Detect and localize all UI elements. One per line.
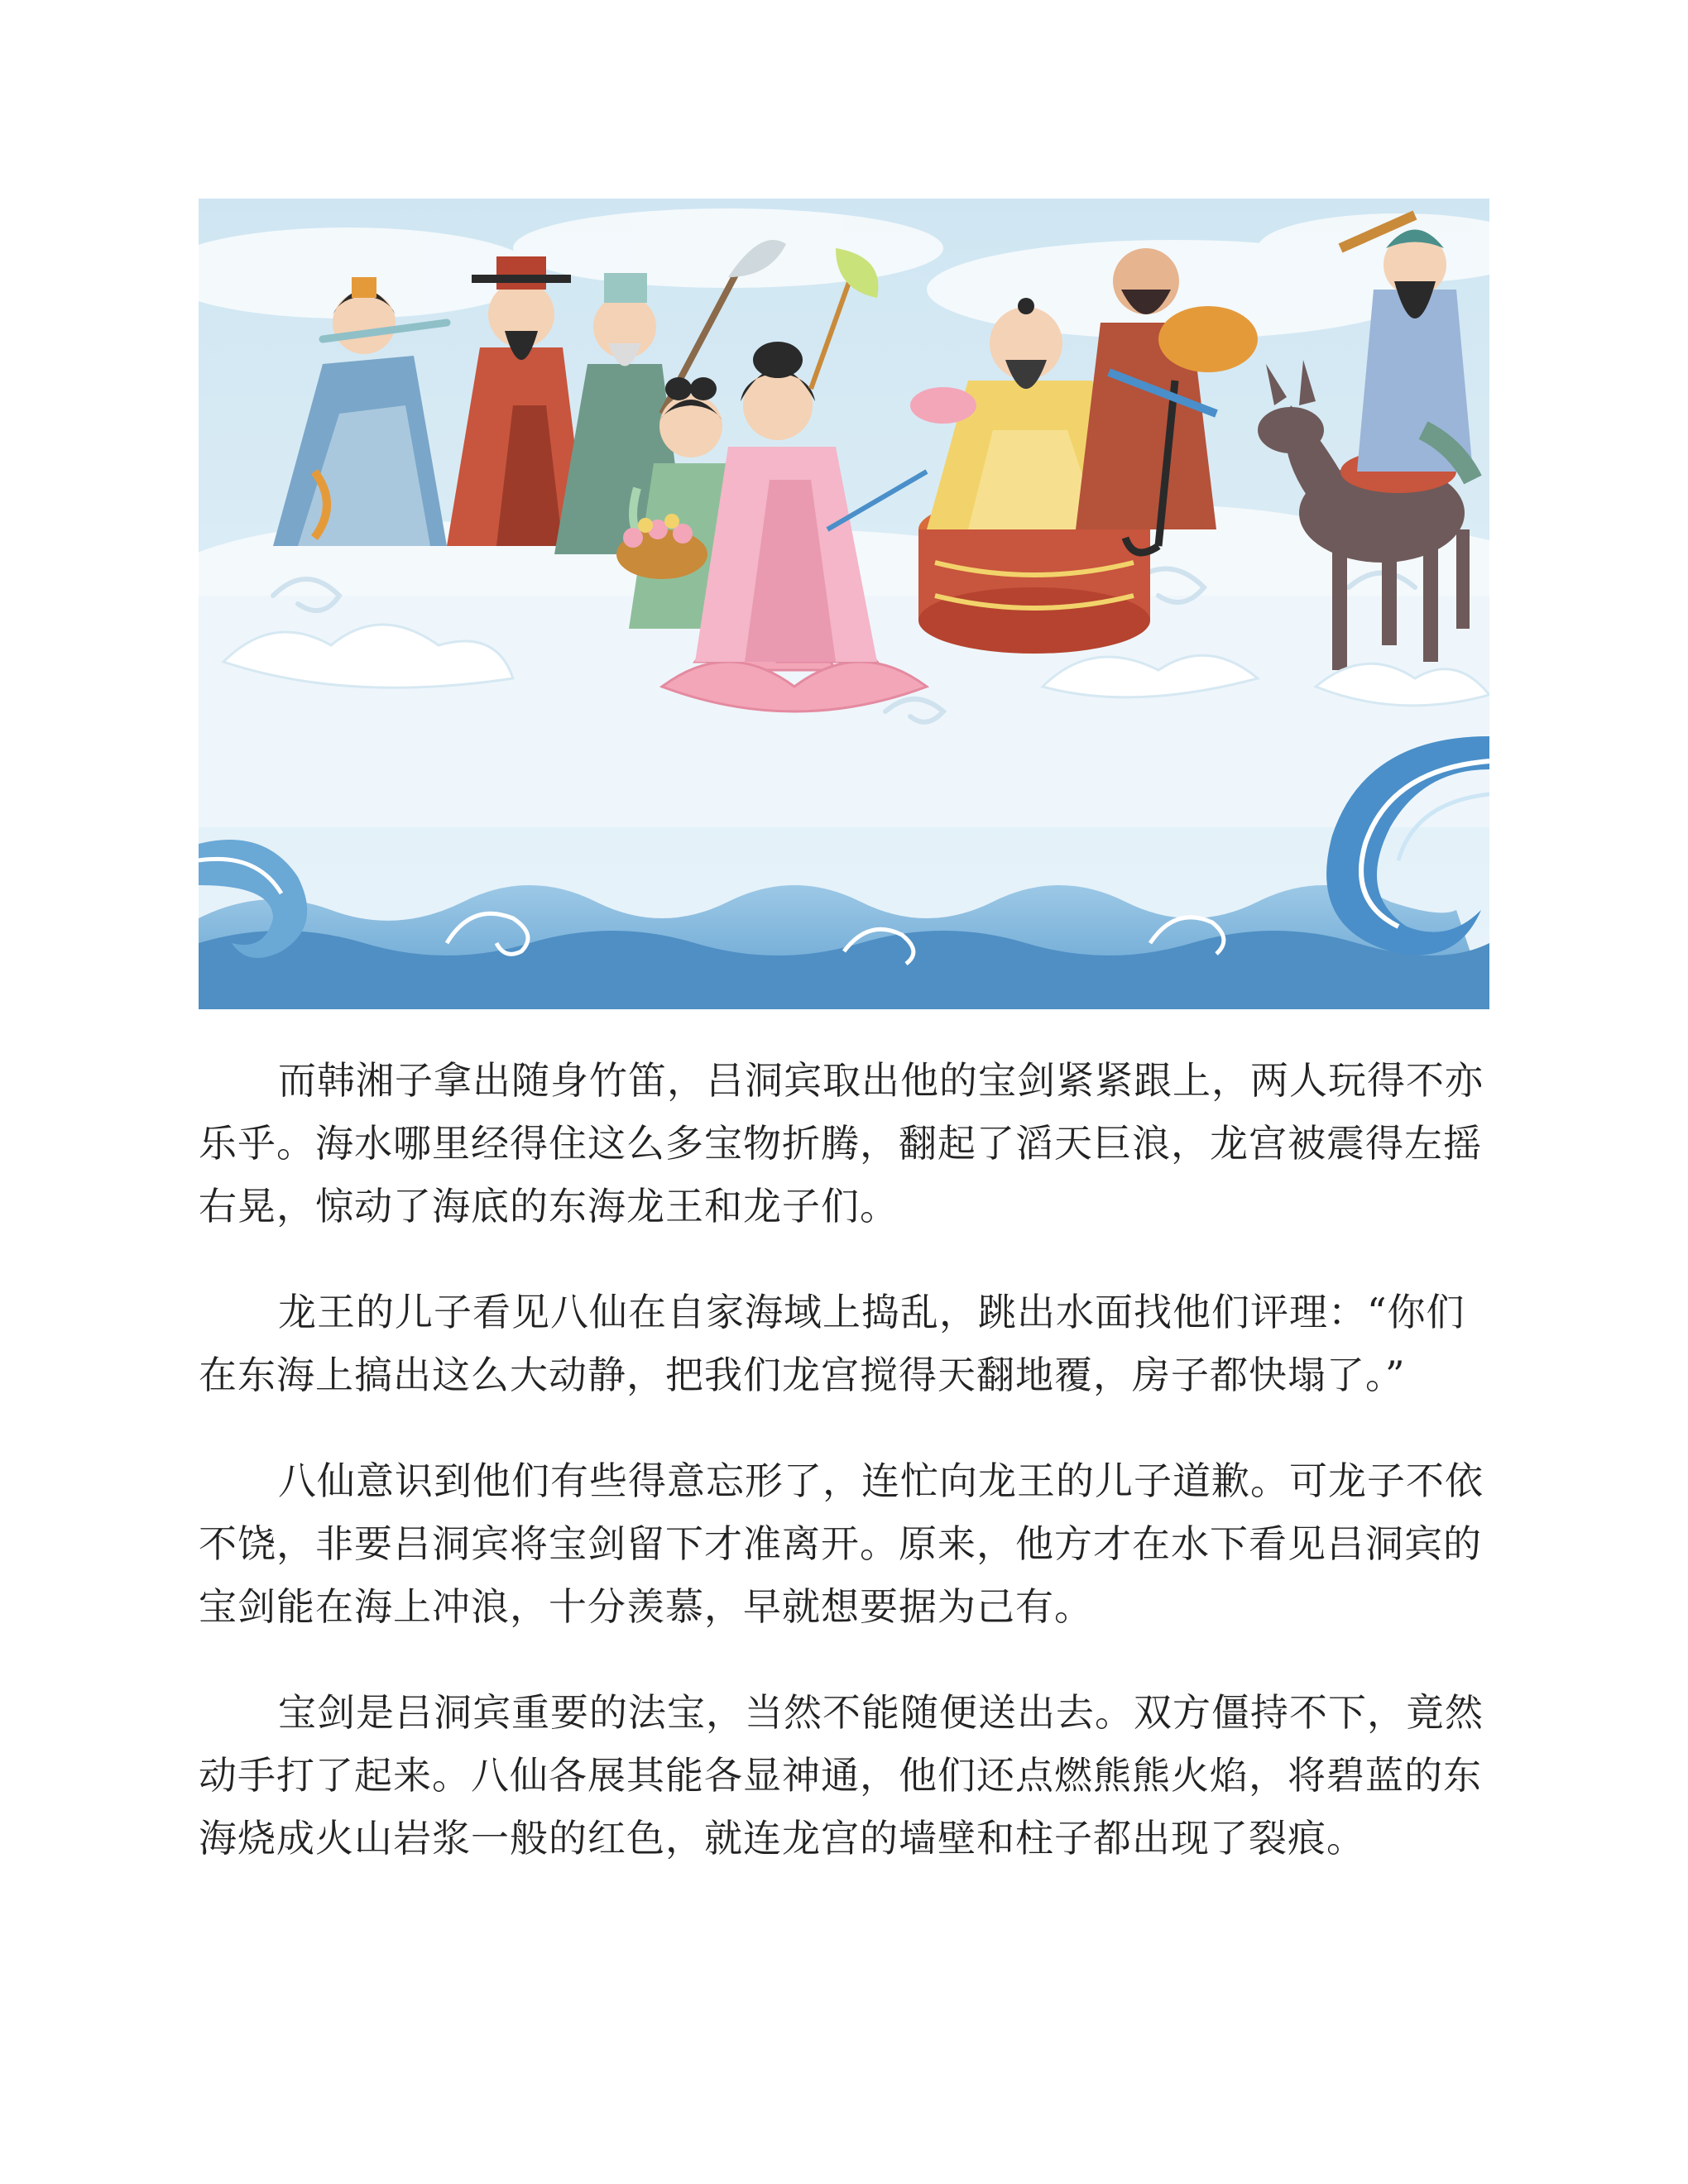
- paragraph-2: 龙王的儿子看见八仙在自家海域上捣乱，跳出水面找他们评理：“你们在东海上搞出这么大动静，把我们龙宫搅得天翻地覆，房子都快塌了。”: [199, 1290, 1465, 1397]
- story-illustration: [199, 199, 1489, 1009]
- paragraph-4: 宝剑是吕洞宾重要的法宝，当然不能随便送出去。双方僵持不下，竟然动手打了起来。八仙各展其能各显神通，他们还点燃熊熊火焰，将碧蓝的东海烧成火山岩浆一般的红色，就连龙宫的墙壁和柱子都出现了裂痕。: [199, 1690, 1484, 1861]
- paragraph-3: 八仙意识到他们有些得意忘形了，连忙向龙王的儿子道歉。可龙子不依不饶，非要吕洞宾将宝剑留下才准离开。原来，他方才在水下看见吕洞宾的宝剑能在海上冲浪，十分羡慕，早就想要据为己有。: [199, 1458, 1484, 1629]
- story-text: [199, 1049, 1489, 1913]
- paragraph-1: 而韩湘子拿出随身竹笛，吕洞宾取出他的宝剑紧紧跟上，两人玩得不亦乐乎。海水哪里经得住这么多宝物折腾，翻起了滔天巨浪，龙宫被震得左摇右晃，惊动了海底的东海龙王和龙子们。: [199, 1058, 1484, 1228]
- eight-immortals-illustration: [199, 199, 1489, 1009]
